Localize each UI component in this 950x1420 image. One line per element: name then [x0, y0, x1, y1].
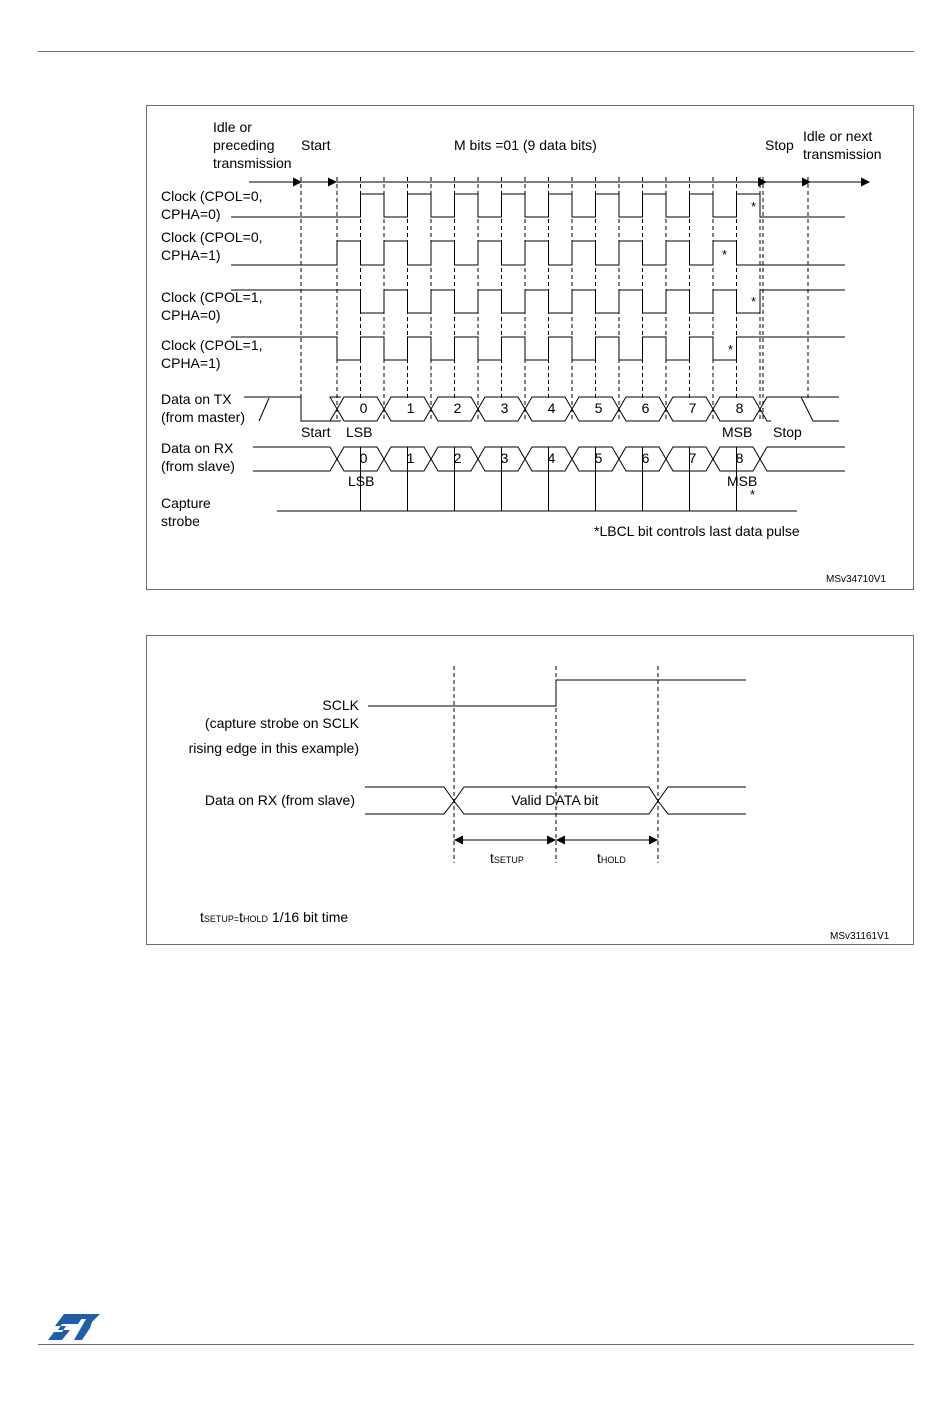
header-labels: [213, 119, 882, 171]
rx-bit-5: 5: [594, 450, 603, 466]
rx-lsb-label: LSB: [348, 473, 375, 489]
sclk-label-c: rising edge in this example): [188, 740, 359, 756]
rx-bit-0: 0: [359, 450, 368, 466]
mbits-label: M bits =01 (9 data bits): [454, 137, 597, 153]
rx-after: [658, 787, 746, 814]
annotations: [301, 199, 886, 585]
rx-bit-2: 2: [453, 450, 462, 466]
tx-bit-2: 2: [453, 400, 462, 416]
idle-label-3: transmission: [213, 155, 292, 171]
footnote-text: *LBCL bit controls last data pulse: [594, 523, 800, 539]
tsetup-label: tSETUP: [490, 850, 524, 866]
clock-cpol1-cpha1: [231, 337, 845, 360]
tsetup-arrow-left: [454, 836, 463, 845]
clock-row-4-label-b: CPHA=1): [161, 355, 221, 371]
star-row-4: *: [728, 342, 734, 357]
rx-label: Data on RX (from slave): [204, 792, 355, 808]
rx-bit-6: 6: [641, 450, 650, 466]
waveforms: [231, 177, 870, 511]
clock-cpol0-cpha1: [231, 241, 845, 265]
clock-row-2-label-a: Clock (CPOL=0,: [161, 229, 263, 245]
tx-bit-6: 6: [641, 400, 650, 416]
header-rule: [38, 51, 914, 52]
clock-row-3-label-a: Clock (CPOL=1,: [161, 289, 263, 305]
tx-stop-label: Stop: [773, 424, 802, 440]
sclk-waveform: [368, 680, 746, 706]
star-rx: *: [750, 487, 756, 502]
setup-hold-note: tSETUP=tHOLD 1/16 bit time: [200, 909, 349, 925]
idle-next-label-2: transmission: [803, 146, 882, 162]
figure-setup-hold: [146, 635, 914, 945]
tx-bit-8: 8: [735, 400, 744, 416]
timeline-arrowhead-1: [328, 178, 337, 187]
timeline-arrowhead-4: [861, 178, 870, 187]
tx-bit-7: 7: [688, 400, 697, 416]
tx-label-b: (from master): [161, 409, 245, 425]
capture-label-b: strobe: [161, 513, 200, 529]
st-logo: [44, 1310, 102, 1342]
rx-bit-8: 8: [735, 450, 744, 466]
thold-label: tHOLD: [597, 850, 626, 866]
tx-msb-label: MSB: [722, 424, 753, 440]
tx-bit-3: 3: [500, 400, 509, 416]
star-row-2: *: [722, 247, 728, 262]
timeline-arrowhead-3: [802, 178, 811, 187]
rx-label-a: Data on RX: [161, 440, 234, 456]
idle-label-1: Idle or: [213, 119, 252, 135]
figure-2-id: MSv31161V1: [830, 931, 890, 942]
rx-bit-7: 7: [688, 450, 697, 466]
st-logo-icon: [44, 1310, 102, 1342]
footer-rule: [38, 1344, 914, 1345]
tx-lsb-label: LSB: [346, 424, 373, 440]
tx-bit-1: 1: [406, 400, 415, 416]
sclk-label-a: SCLK: [322, 697, 359, 713]
rx-bit-1: 1: [406, 450, 415, 466]
tx-tick: [259, 398, 269, 421]
figure-1-id: MSv34710V1: [826, 574, 887, 585]
idle-next-label-1: Idle or next: [803, 128, 873, 144]
valid-data-label: Valid DATA bit: [511, 792, 599, 808]
figure-synchronous-timing: [146, 105, 914, 590]
timing-diagram-2: [147, 636, 915, 946]
rx-bit-3: 3: [500, 450, 509, 466]
tx-start-label: Start: [301, 424, 331, 440]
rx-bit-4: 4: [547, 450, 556, 466]
thold-arrow-left: [556, 836, 565, 845]
tx-bit-5: 5: [594, 400, 603, 416]
tx-bit-0: 0: [359, 400, 368, 416]
timing-diagram-1: [147, 106, 915, 591]
star-row-1: *: [751, 199, 757, 214]
fig2-labels: [189, 697, 890, 942]
clock-row-2-label-b: CPHA=1): [161, 247, 221, 263]
rx-label-b: (from slave): [161, 458, 235, 474]
clock-row-3-label-b: CPHA=0): [161, 307, 221, 323]
star-row-3: *: [751, 294, 757, 309]
idle-label-2: preceding: [213, 137, 275, 153]
row-labels: [161, 188, 263, 529]
tx-stop-edge: [801, 397, 839, 421]
capture-label-a: Capture: [161, 495, 211, 511]
clock-row-1-label-a: Clock (CPOL=0,: [161, 188, 263, 204]
fig2-waveforms: [365, 666, 746, 863]
clock-row-1-label-b: CPHA=0): [161, 206, 221, 222]
rx-before: [365, 787, 454, 814]
tx-label-a: Data on TX: [161, 391, 232, 407]
tx-bit-4: 4: [547, 400, 556, 416]
tsetup-arrow-right: [547, 836, 556, 845]
sclk-label-b: (capture strobe on SCLK: [204, 715, 359, 731]
rx-msb-label: MSB: [727, 473, 758, 489]
tx-idle-line: [244, 397, 337, 421]
stop-label: Stop: [765, 137, 794, 153]
clock-row-4-label-a: Clock (CPOL=1,: [161, 337, 263, 353]
start-label: Start: [301, 137, 331, 153]
thold-arrow-right: [649, 836, 658, 845]
